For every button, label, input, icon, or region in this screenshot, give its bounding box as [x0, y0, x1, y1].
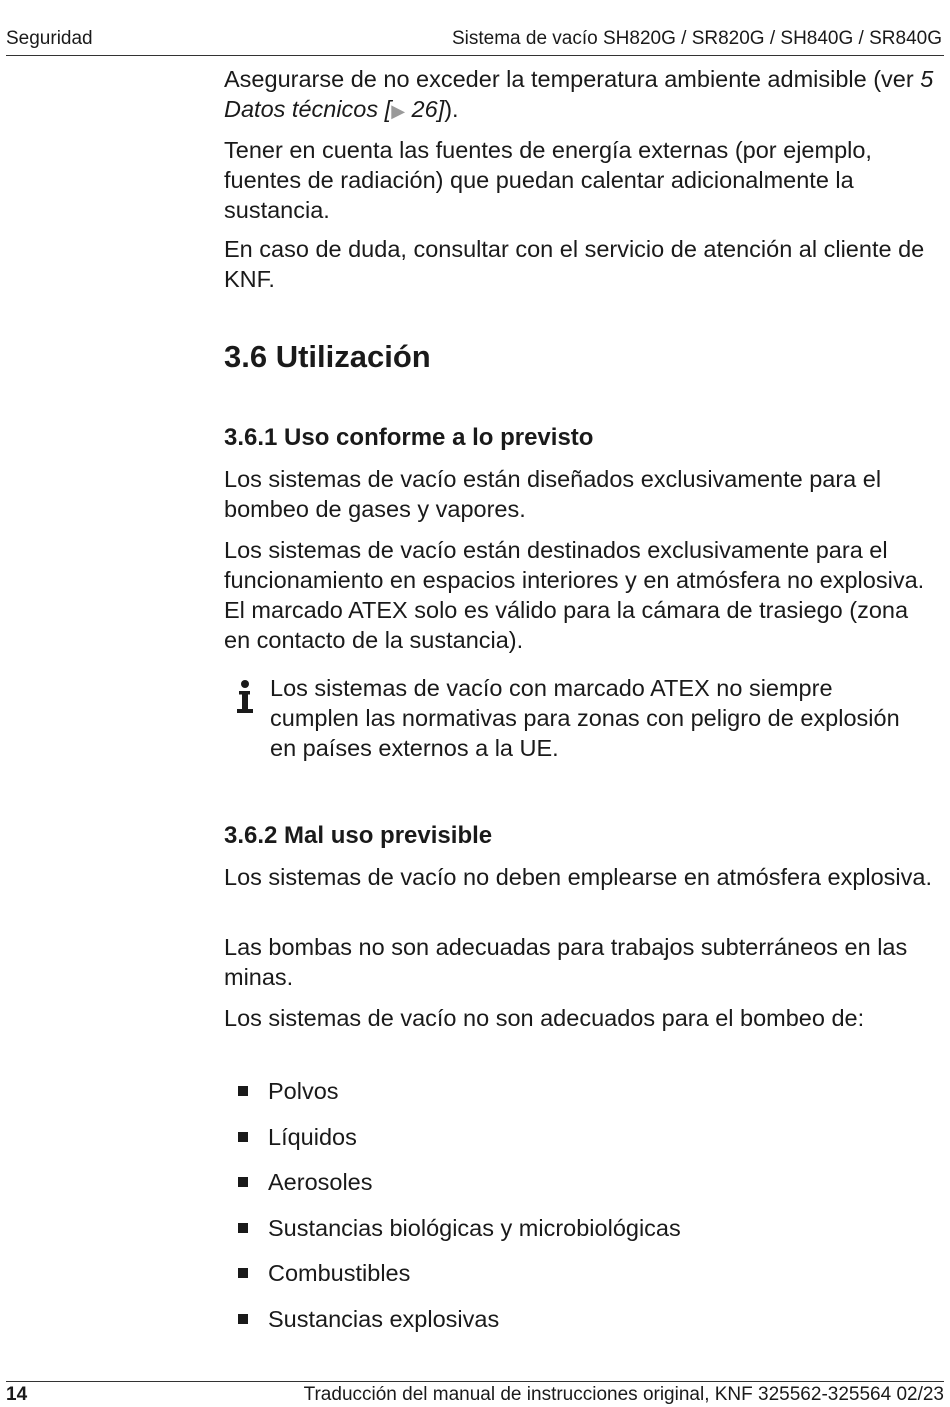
misuse-paragraph-2: Las bombas no son adecuadas para trabajos subterráneos en las minas.	[224, 934, 908, 990]
bullet-square-icon	[238, 1132, 248, 1142]
misuse-paragraph-3: Los sistemas de vacío no son adecuados para el bombeo de:	[224, 1005, 865, 1031]
intro-paragraph-energy: Tener en cuenta las fuentes de energía externas (por ejemplo, fuentes de radiación) que puedan calentar adicionalmente la sustancia.	[224, 137, 872, 223]
footer-divider	[6, 1381, 944, 1382]
footer-document-title: Traducción del manual de instrucciones original, KNF 325562-325564 02/23	[303, 1384, 944, 1405]
cross-reference-page: 26]	[405, 96, 445, 122]
intro-paragraph-doubt: En caso de duda, consultar con el servicio de atención al cliente de KNF.	[224, 236, 925, 292]
intro-text-after: ).	[444, 96, 459, 122]
bullet-square-icon	[238, 1223, 248, 1233]
info-icon	[234, 679, 256, 715]
header-divider	[6, 55, 944, 56]
bullet-square-icon	[238, 1086, 248, 1096]
intro-text-before: Asegurarse de no exceder la temperatura ambiente admisible (ver	[224, 66, 921, 92]
bullet-square-icon	[238, 1268, 248, 1278]
section-heading-3-6: 3.6 Utilización	[224, 339, 431, 374]
header-section-title: Seguridad	[6, 28, 93, 49]
bullet-square-icon	[238, 1177, 248, 1187]
misuse-paragraph-1: Los sistemas de vacío no deben emplearse en atmósfera explosiva.	[224, 864, 933, 890]
cross-reference-title: 5 Datos técnicos [	[224, 66, 934, 122]
arrow-right-icon: ▶	[391, 101, 406, 121]
list-item-text: Sustancias biológicas y microbiológicas	[268, 1214, 681, 1241]
page-number: 14	[6, 1384, 28, 1405]
bullet-square-icon	[238, 1314, 248, 1324]
section-heading-3-6-2: 3.6.2 Mal uso previsible	[224, 822, 493, 849]
list-item-text: Líquidos	[268, 1123, 357, 1150]
list-item-text: Combustibles	[268, 1260, 411, 1286]
info-note-text: Los sistemas de vacío con marcado ATEX no siempre cumplen las normativas para zonas con peligro de explosión en países externos a la UE.	[270, 675, 900, 761]
header-product-title: Sistema de vacío SH820G / SR820G / SH840G / SR840G	[451, 28, 942, 49]
list-item-text: Polvos	[268, 1078, 339, 1104]
intro-paragraph-temperature	[224, 64, 936, 126]
intended-use-paragraph-1: Los sistemas de vacío están diseñados exclusivamente para el bombeo de gases y vapores.	[224, 466, 882, 522]
list-item-text: Sustancias explosivas	[268, 1305, 500, 1332]
intended-use-paragraph-2: Los sistemas de vacío están destinados exclusivamente para el funcionamiento en espacios interiores y en atmósfera no explosiva. El marcado ATEX solo es válido para la cámara de trasiego (zona en contacto de la sustancia).	[224, 537, 925, 653]
list-item-text: Aerosoles	[268, 1169, 373, 1195]
section-heading-3-6-1: 3.6.1 Uso conforme a lo previsto	[224, 424, 594, 451]
